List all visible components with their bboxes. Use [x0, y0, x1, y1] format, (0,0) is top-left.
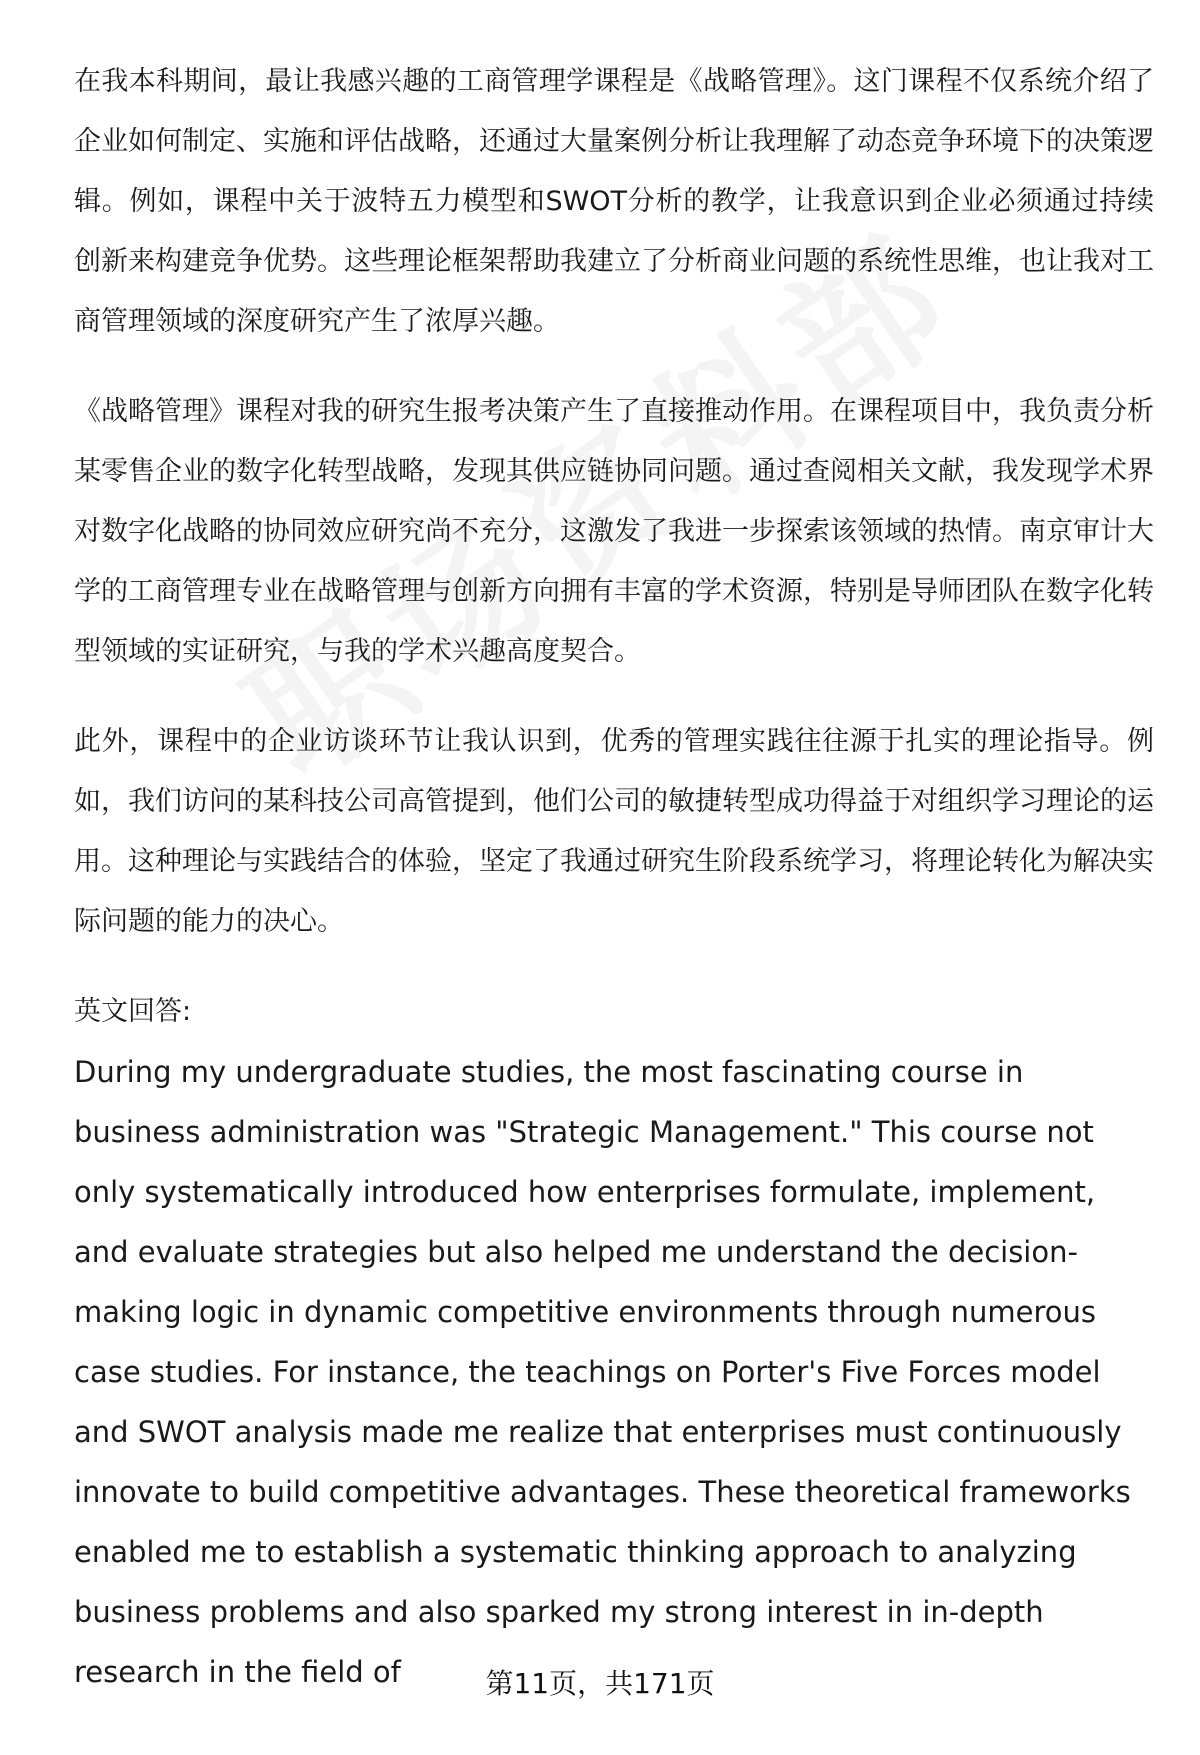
- chinese-paragraph-3: 此外，课程中的企业访谈环节让我认识到，优秀的管理实践往往源于扎实的理论指导。例如，我们访问的某科技公司高管提到，他们公司的敏捷转型成功得益于对组织学习理论的运用。这种理论与实践结合的体验，坚定了我通过研究生阶段系统学习，将理论转化为解决实际问题的能力的决心。: [74, 726, 1154, 937]
- english-answer-label: 英文回答:: [74, 996, 192, 1027]
- english-answer-paragraph: During my undergraduate studies, the most fascinating course in business administration was "Strategic Management." This course not only systematically introduced how enterprises formulate, implement, and evaluate strategies but also helped me understand the decision-making logic in dynamic competitive environments through numerous case studies. For instance, the teachings on Porter's Five Forces model and SWOT analysis made me realize that enterprises must continuously innovate to build competitive advantages. These theoretical frameworks enabled me to establish a systematic thinking approach to analyzing business problems and also sparked my strong interest in in-depth research in the field of: [74, 1055, 1131, 1689]
- document-body: [74, 52, 1154, 1702]
- page-number-footer: 第11页，共171页: [485, 1667, 715, 1700]
- chinese-paragraph-1: 在我本科期间，最让我感兴趣的工商管理学课程是《战略管理》。这门课程不仅系统介绍了企业如何制定、实施和评估战略，还通过大量案例分析让我理解了动态竞争环境下的决策逻辑。例如，课程中关于波特五力模型和SWOT分析的教学，让我意识到企业必须通过持续创新来构建竞争优势。这些理论框架帮助我建立了分析商业问题的系统性思维，也让我对工商管理领域的深度研究产生了浓厚兴趣。: [74, 66, 1154, 337]
- chinese-paragraph-2: 《战略管理》课程对我的研究生报考决策产生了直接推动作用。在课程项目中，我负责分析某零售企业的数字化转型战略，发现其供应链协同问题。通过查阅相关文献，我发现学术界对数字化战略的协同效应研究尚不充分，这激发了我进一步探索该领域的热情。南京审计大学的工商管理专业在战略管理与创新方向拥有丰富的学术资源，特别是导师团队在数字化转型领域的实证研究，与我的学术兴趣高度契合。: [74, 396, 1154, 667]
